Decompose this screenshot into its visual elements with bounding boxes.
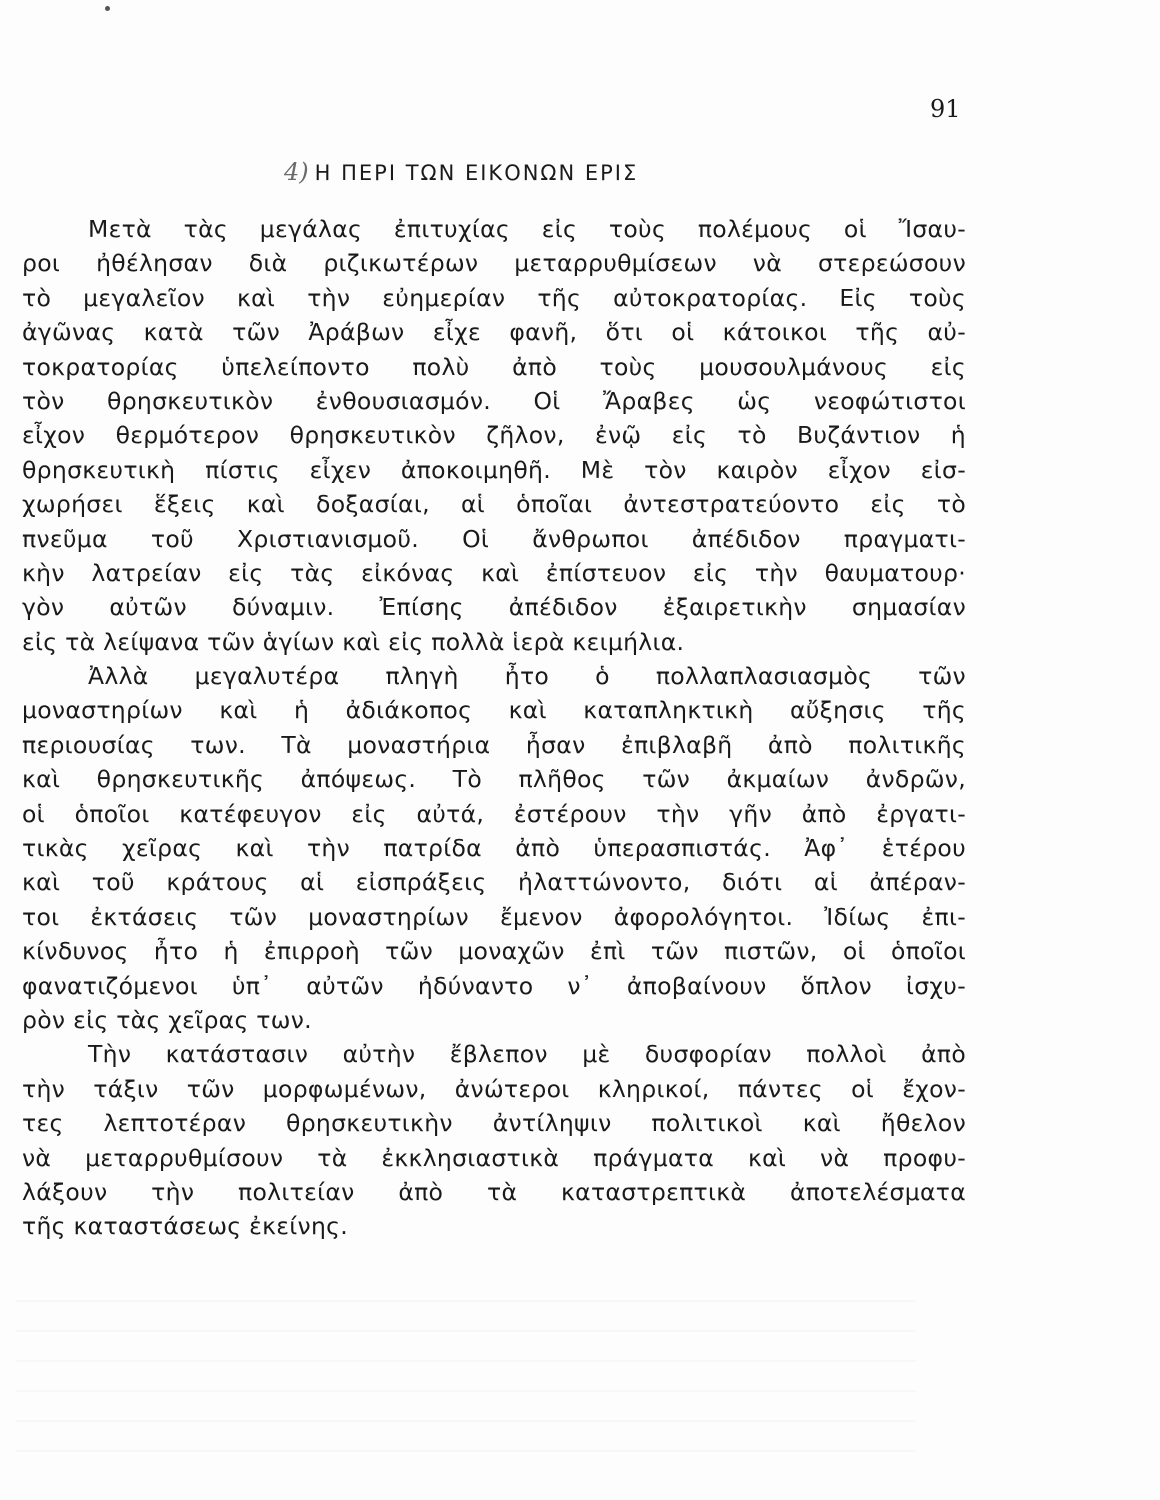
text-line: περιουσίας των. Τὰ μοναστήρια ἦσαν ἐπιβλαβῆ ἀπὸ πολιτικῆς xyxy=(22,730,966,759)
text-line: λάξουν τὴν πολιτείαν ἀπὸ τὰ καταστρεπτικὰ ἀποτελέσματα xyxy=(22,1177,966,1206)
text-line: ἀγῶνας κατὰ τῶν Ἀράβων εἶχε φανῆ, ὅτι οἱ κάτοικοι τῆς αὐ- xyxy=(22,318,966,347)
text-line: οἱ ὁποῖοι κατέφευγον εἰς αὐτά, ἐστέρουν τὴν γῆν ἀπὸ ἐργατι- xyxy=(22,799,966,828)
text-line: τὸ μεγαλεῖον καὶ τὴν εὐημερίαν τῆς αὐτοκρατορίας. Εἰς τοὺς xyxy=(22,283,966,312)
text-line: τῆς καταστάσεως ἐκείνης. xyxy=(22,1212,349,1241)
handwritten-section-mark: 4) xyxy=(284,158,309,186)
text-line: ροι ἠθέλησαν διὰ ριζικωτέρων μεταρρυθμίσεων νὰ στερεώσουν xyxy=(22,249,966,278)
text-line: εἰς τὰ λείψανα τῶν ἁγίων καὶ εἰς πολλὰ ἱερὰ κειμήλια. xyxy=(22,627,685,656)
page-number: 91 xyxy=(930,95,961,123)
text-line: τικὰς χεῖρας καὶ τὴν πατρίδα ἀπὸ ὑπερασπιστάς. Ἀφ᾽ ἑτέρου xyxy=(22,834,966,863)
text-line: τὸν θρησκευτικὸν ἐνθουσιασμόν. Οἱ Ἄραβες ὡς νεοφώτιστοι xyxy=(22,386,966,415)
text-line: εἶχον θερμότερον θρησκευτικὸν ζῆλον, ἐνῷ εἰς τὸ Βυζάντιον ἡ xyxy=(22,421,966,450)
text-line: γὸν αὐτῶν δύναμιν. Ἐπίσης ἀπέδιδον ἐξαιρετικὴν σημασίαν xyxy=(22,593,966,622)
text-line: Τὴν κατάστασιν αὐτὴν ἔβλεπον μὲ δυσφορίαν πολλοὶ ἀπὸ xyxy=(88,1040,966,1069)
section-title: Η ΠΕΡΙ ΤΩΝ ΕΙΚΟΝΩΝ ΕΡΙΣ xyxy=(314,161,639,185)
section-heading xyxy=(284,158,638,190)
text-line: νὰ μεταρρυθμίσουν τὰ ἐκκλησιαστικὰ πράγματα καὶ νὰ προφυ- xyxy=(22,1143,966,1172)
text-line: μοναστηρίων καὶ ἡ ἀδιάκοπος καὶ καταπληκτικὴ αὔξησις τῆς xyxy=(22,696,966,725)
scan-speck xyxy=(105,6,110,11)
text-line: καὶ τοῦ κράτους αἱ εἰσπράξεις ἠλαττώνοντο, διότι αἱ ἀπέραν- xyxy=(22,868,966,897)
show-through-shadow xyxy=(16,1300,916,1460)
text-line: χωρήσει ἕξεις καὶ δοξασίαι, αἱ ὁποῖαι ἀντεστρατεύοντο εἰς τὸ xyxy=(22,490,966,519)
text-line: τὴν τάξιν τῶν μορφωμένων, ἀνώτεροι κληρικοί, πάντες οἱ ἔχον- xyxy=(22,1074,966,1103)
text-line: πνεῦμα τοῦ Χριστιανισμοῦ. Οἱ ἄνθρωποι ἀπέδιδον πραγματι- xyxy=(22,524,966,553)
text-line: τοι ἐκτάσεις τῶν μοναστηρίων ἔμενον ἀφορολόγητοι. Ἰδίως ἐπι- xyxy=(22,902,966,931)
text-line: ρὸν εἰς τὰς χεῖρας των. xyxy=(22,1005,312,1034)
text-line: καὶ θρησκευτικῆς ἀπόψεως. Τὸ πλῆθος τῶν ἀκμαίων ἀνδρῶν, xyxy=(22,765,966,794)
text-line: φανατιζόμενοι ὑπ᾽ αὐτῶν ἠδύναντο ν᾽ ἀποβαίνουν ὅπλον ἰσχυ- xyxy=(22,971,966,1000)
text-line: Ἀλλὰ μεγαλυτέρα πληγὴ ἦτο ὁ πολλαπλασιασμὸς τῶν xyxy=(88,662,966,691)
text-line: τοκρατορίας ὑπελείποντο πολὺ ἀπὸ τοὺς μουσουλμάνους εἰς xyxy=(22,352,966,381)
text-line: κὴν λατρείαν εἰς τὰς εἰκόνας καὶ ἐπίστευον εἰς τὴν θαυματουρ· xyxy=(22,558,966,587)
text-line: θρησκευτικὴ πίστις εἶχεν ἀποκοιμηθῆ. Μὲ τὸν καιρὸν εἶχον εἰσ- xyxy=(22,455,966,484)
text-line: τες λεπτοτέραν θρησκευτικὴν ἀντίληψιν πολιτικοὶ καὶ ἤθελον xyxy=(22,1109,966,1138)
body-text xyxy=(22,212,966,1244)
text-line: Μετὰ τὰς μεγάλας ἐπιτυχίας εἰς τοὺς πολέμους οἱ Ἴσαυ- xyxy=(88,215,966,243)
text-line: κίνδυνος ἦτο ἡ ἐπιρροὴ τῶν μοναχῶν ἐπὶ τῶν πιστῶν, οἱ ὁποῖοι xyxy=(22,937,966,966)
